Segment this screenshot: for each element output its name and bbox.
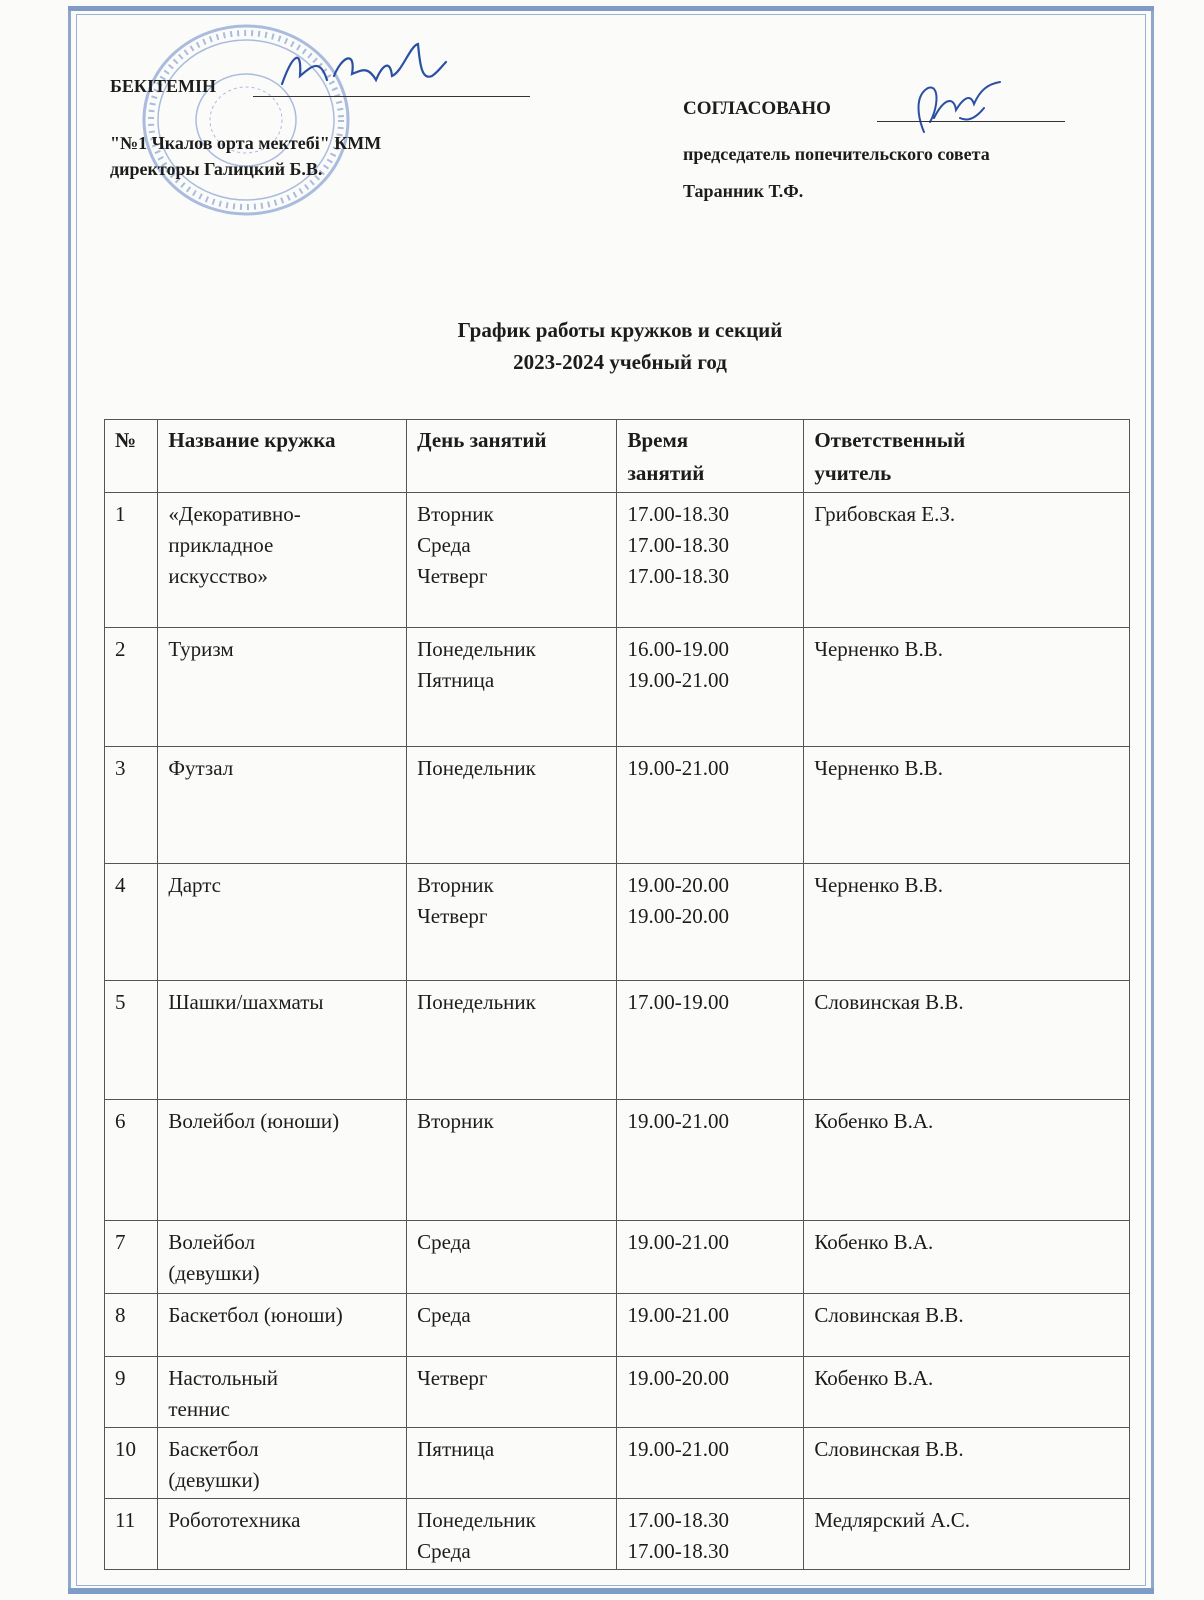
- class-days: [407, 1294, 617, 1357]
- class-time: 17.00-18.30: [627, 533, 729, 557]
- table-row: [105, 864, 1130, 981]
- class-day: Среда: [417, 1539, 471, 1563]
- class-days: [407, 1428, 617, 1499]
- responsible-teacher: Кобенко В.А.: [804, 1357, 1130, 1428]
- approve-title: БЕКІТЕМІН: [110, 76, 216, 96]
- class-times: [617, 628, 804, 747]
- class-times: [617, 1499, 804, 1570]
- class-time: 16.00-19.00: [627, 637, 729, 661]
- row-number: 8: [105, 1294, 158, 1357]
- agree-person: Таранник Т.Ф.: [683, 181, 804, 201]
- header-name: Название кружка: [158, 420, 407, 493]
- club-name: [158, 864, 407, 981]
- table-row: [105, 1100, 1130, 1221]
- row-number: 11: [105, 1499, 158, 1570]
- class-times: [617, 1357, 804, 1428]
- approve-details: [110, 130, 550, 182]
- class-times: [617, 1294, 804, 1357]
- responsible-teacher: Словинская В.В.: [804, 1294, 1130, 1357]
- row-number: 9: [105, 1357, 158, 1428]
- club-name-line: Волейбол (юноши): [168, 1109, 340, 1133]
- class-times: [617, 747, 804, 864]
- class-times: [617, 981, 804, 1100]
- class-day: Пятница: [417, 668, 495, 692]
- table-row: [105, 493, 1130, 628]
- responsible-teacher: Черненко В.В.: [804, 747, 1130, 864]
- document-title: График работы кружков и секций: [457, 318, 783, 342]
- row-number: 7: [105, 1221, 158, 1294]
- responsible-teacher: Грибовская Е.З.: [804, 493, 1130, 628]
- class-time: 19.00-21.00: [627, 668, 729, 692]
- class-days: [407, 1357, 617, 1428]
- club-name: [158, 628, 407, 747]
- club-name: [158, 1100, 407, 1221]
- responsible-teacher: Черненко В.В.: [804, 628, 1130, 747]
- class-day: Среда: [417, 533, 471, 557]
- table-row: [105, 1357, 1130, 1428]
- agree-title: СОГЛАСОВАНО: [683, 98, 831, 119]
- class-time: 19.00-20.00: [627, 904, 729, 928]
- class-days: [407, 747, 617, 864]
- club-name-line: Баскетбол: [168, 1437, 259, 1461]
- class-day: Понедельник: [417, 637, 536, 661]
- approve-school: "№1 Чкалов орта мектебі" КММ: [110, 133, 382, 153]
- class-time: 17.00-18.30: [627, 1508, 729, 1532]
- row-number: 1: [105, 493, 158, 628]
- class-day: Среда: [417, 1303, 471, 1327]
- table-row: [105, 1294, 1130, 1357]
- document-subtitle: 2023-2024 учебный год: [513, 350, 727, 374]
- class-times: [617, 1100, 804, 1221]
- responsible-teacher: Медлярский А.С.: [804, 1499, 1130, 1570]
- class-time: 19.00-21.00: [627, 1230, 729, 1254]
- class-time: 17.00-18.30: [627, 1539, 729, 1563]
- header-teacher: [804, 420, 1130, 493]
- class-day: Понедельник: [417, 990, 536, 1014]
- class-time: 17.00-19.00: [627, 990, 729, 1014]
- class-time: 19.00-21.00: [627, 756, 729, 780]
- class-day: Понедельник: [417, 1508, 536, 1532]
- club-name-line: Робототехника: [168, 1508, 301, 1532]
- row-number: 2: [105, 628, 158, 747]
- class-day: Четверг: [417, 1366, 488, 1390]
- header-time-line1: Время: [627, 428, 689, 452]
- class-time: 19.00-20.00: [627, 1366, 729, 1390]
- class-time: 19.00-21.00: [627, 1109, 729, 1133]
- header-no: №: [105, 420, 158, 493]
- class-days: [407, 864, 617, 981]
- class-times: [617, 1428, 804, 1499]
- header-teacher-line1: Ответственный: [814, 428, 966, 452]
- page-border-top: [68, 6, 1154, 11]
- class-times: [617, 493, 804, 628]
- club-name-line: Туризм: [168, 637, 234, 661]
- class-times: [617, 1221, 804, 1294]
- class-time: 17.00-18.30: [627, 564, 729, 588]
- class-days: [407, 628, 617, 747]
- class-day: Пятница: [417, 1437, 495, 1461]
- responsible-teacher: Кобенко В.А.: [804, 1100, 1130, 1221]
- table-row: [105, 1499, 1130, 1570]
- club-name: [158, 1499, 407, 1570]
- club-name: [158, 1357, 407, 1428]
- row-number: 4: [105, 864, 158, 981]
- club-name-line: Шашки/шахматы: [168, 990, 324, 1014]
- club-name-line: искусство»: [168, 564, 268, 588]
- class-day: Четверг: [417, 904, 488, 928]
- header-day: День занятий: [407, 420, 617, 493]
- table-row: [105, 628, 1130, 747]
- class-days: [407, 493, 617, 628]
- agree-details: [683, 136, 1123, 210]
- club-name-line: Баскетбол (юноши): [168, 1303, 343, 1327]
- class-time: 19.00-21.00: [627, 1303, 729, 1327]
- class-days: [407, 1221, 617, 1294]
- class-day: Вторник: [417, 873, 494, 897]
- row-number: 10: [105, 1428, 158, 1499]
- club-name: [158, 493, 407, 628]
- page-border-bottom: [68, 1588, 1154, 1594]
- responsible-teacher: Словинская В.В.: [804, 1428, 1130, 1499]
- approve-signature-line: [253, 96, 530, 97]
- table-row: [105, 747, 1130, 864]
- class-days: [407, 1100, 617, 1221]
- club-name: [158, 1428, 407, 1499]
- agree-position: председатель попечительского совета: [683, 144, 990, 164]
- club-name-line: (девушки): [168, 1468, 260, 1492]
- class-day: Вторник: [417, 502, 494, 526]
- approve-director: директоры Галицкий Б.В.: [110, 159, 323, 179]
- club-name: [158, 1221, 407, 1294]
- class-day: Вторник: [417, 1109, 494, 1133]
- responsible-teacher: Словинская В.В.: [804, 981, 1130, 1100]
- row-number: 3: [105, 747, 158, 864]
- document-title-block: [0, 314, 1204, 378]
- class-time: 17.00-18.30: [627, 502, 729, 526]
- row-number: 6: [105, 1100, 158, 1221]
- row-number: 5: [105, 981, 158, 1100]
- club-name-line: теннис: [168, 1397, 230, 1421]
- club-name-line: «Декоративно-: [168, 502, 301, 526]
- class-days: [407, 981, 617, 1100]
- table-row: [105, 1221, 1130, 1294]
- class-day: Понедельник: [417, 756, 536, 780]
- class-days: [407, 1499, 617, 1570]
- class-time: 19.00-20.00: [627, 873, 729, 897]
- responsible-teacher: Черненко В.В.: [804, 864, 1130, 981]
- table-row: [105, 981, 1130, 1100]
- responsible-teacher: Кобенко В.А.: [804, 1221, 1130, 1294]
- header-teacher-line2: учитель: [814, 461, 892, 485]
- club-name: [158, 981, 407, 1100]
- class-day: Четверг: [417, 564, 488, 588]
- table-row: [105, 1428, 1130, 1499]
- class-times: [617, 864, 804, 981]
- club-name-line: (девушки): [168, 1261, 260, 1285]
- class-day: Среда: [417, 1230, 471, 1254]
- club-name-line: прикладное: [168, 533, 274, 557]
- club-name: [158, 747, 407, 864]
- class-time: 19.00-21.00: [627, 1437, 729, 1461]
- schedule-table: [104, 419, 1130, 1570]
- club-name-line: Настольный: [168, 1366, 278, 1390]
- club-name-line: Волейбол: [168, 1230, 256, 1254]
- header-time-line2: занятий: [627, 461, 705, 485]
- club-name-line: Футзал: [168, 756, 234, 780]
- agree-signature-line: [877, 121, 1065, 122]
- club-name: [158, 1294, 407, 1357]
- club-name-line: Дартс: [168, 873, 221, 897]
- header-time: [617, 420, 804, 493]
- table-header-row: [105, 420, 1130, 493]
